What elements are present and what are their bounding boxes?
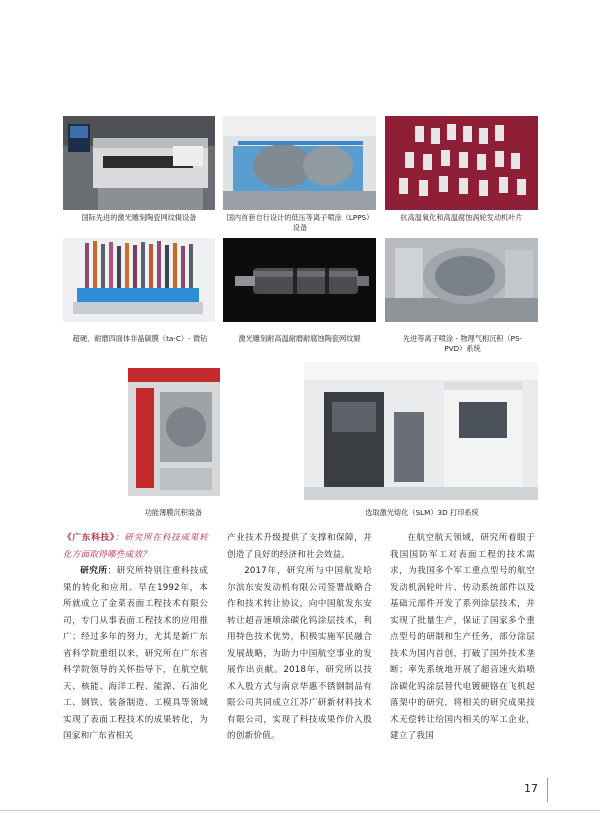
page-number: 17: [524, 782, 538, 795]
paragraph: 2017年，研究所与中国航发哈尔滨东安发动机有限公司签署战略合作和技术转让协议，向中国航发东安转让超音速喷涂碳化钨涂层技术，利用特色技术优势，积极实施军民融合发展战略，为助力中国航空事业的发展作出贡献。2018年，研究所以技术入股方式与南京华惠不锈钢制品有限公司共同成立江苏广研新材料技术有限公司，实现了科技成果作价入股的创新价值。: [227, 566, 372, 741]
figure-caption: 激光雕刻耐高温耐磨耐腐蚀陶瓷网纹辊: [238, 334, 361, 343]
article-column-1: [63, 530, 208, 745]
film-deposition-equipment-photo: [110, 362, 237, 500]
article-column-3: [390, 530, 535, 745]
turbine-blades-photo: [385, 116, 538, 210]
figure-caption: 超硬、耐磨四面体非晶碳膜（ta-C）- 微钻: [72, 334, 208, 343]
paragraph: 在航空航天领域，研究所着眼于我国国防军工对表面工程的技术需求，为我国多个军工重点型号的航空发动机涡轮叶片、传动系统部件以及基础元部件开发了系列涂层技术，并实现了批量生产，保证了国家多个重点型号的研制和生产任务，部分涂层技术为国内首创，打破了国外技术垄断；率先系统地开展了超音速火焰喷涂碳化钨涂层替代电镀硬铬在飞机起落架中的研究，将相关的研究成果技术无偿转让给国内相关的军工企业，建立了我国: [390, 533, 535, 741]
answer-lead: 研究所: [80, 566, 108, 576]
figure-caption: 抗高温氧化和高温腐蚀涡轮发动机叶片: [400, 213, 523, 222]
ceramic-roller-photo: [223, 238, 376, 322]
laser-engraving-machine-photo: [63, 116, 215, 210]
paragraph: ：研究所特别注重科技成果的转化和应用。早在1992年，本所就成立了金菜表面工程技术有限公司，专门从事表面工程技术的应用推广；经过多年的努力，尤其是新广东省科学院重组以来，研究所在广东省科学院领导的关怀指导下，在航空航天、核能、海洋工程、能源、石油化工、钢铁、装备制造、工模具等领域实现了表面工程技术的成果转化，为国家和广东省相关: [63, 566, 208, 741]
question-heading: 《广东科技》：研究所在科技成果转化方面取得哪些成效？: [63, 533, 208, 560]
figure-caption: 先进等离子喷涂 - 物理气相沉积（PS-PVD）系统: [402, 334, 523, 353]
bottom-divider: [0, 810, 600, 811]
figure-caption: 选取激光熔化（SLM）3D 打印系统: [365, 508, 479, 517]
paragraph: 产业技术升级提供了支撑和保障，并创造了良好的经济和社会效益。: [227, 533, 372, 560]
figure-caption: 功能薄膜沉积装备: [144, 508, 203, 517]
article-column-2: [227, 530, 372, 745]
page-corner-rule: [547, 778, 548, 802]
lpps-chamber-photo: [223, 116, 376, 210]
slm-printer-photo: [304, 362, 538, 500]
ps-pvd-system-photo: [385, 238, 538, 322]
figure-caption: 国内首套自行设计的低压等离子喷涂（LPPS）设备: [226, 213, 374, 232]
micro-drills-photo: [63, 238, 215, 322]
figure-caption: 国际先进的激光雕刻陶瓷网纹辊设备: [81, 213, 197, 222]
